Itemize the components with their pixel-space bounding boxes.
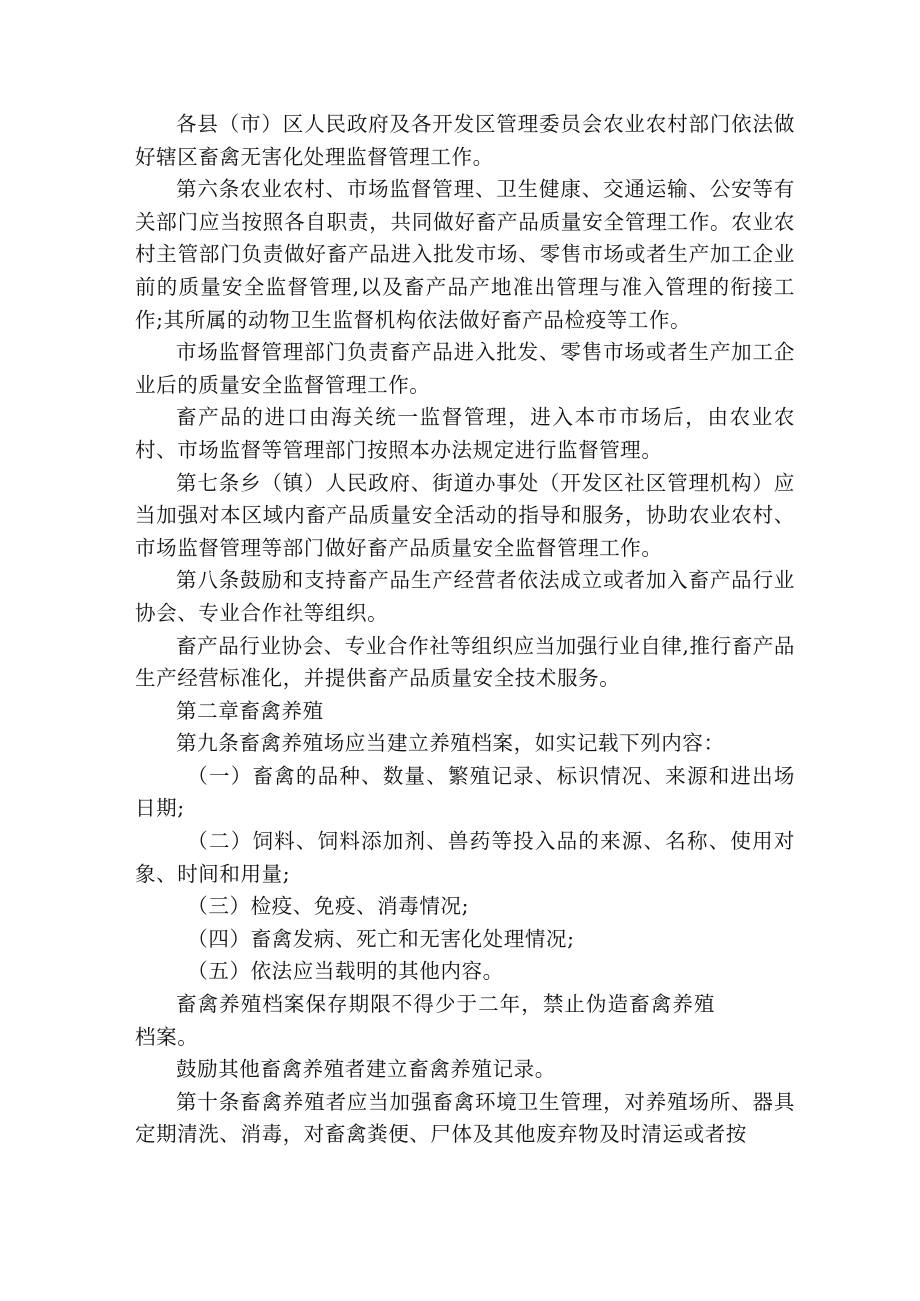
paragraph: 第九条畜禽养殖场应当建立养殖档案，如实记载下列内容：: [176, 731, 725, 756]
paragraph: 第七条乡（镇）人民政府、街道办事处（开发区社区管理机构）应当加强对本区域内畜产品质量安全活动的指导和服务，协助农业农村、市场监督管理等部门做好畜产品质量安全监督管理工作。: [135, 470, 795, 560]
chapter-heading: 第二章畜禽养殖: [176, 698, 324, 723]
paragraph: 畜禽养殖档案保存期限不得少于二年，禁止伪造畜禽养殖档案。: [135, 992, 715, 1049]
paragraph: 各县（市）区人民政府及各开发区管理委员会农业农村部门依法做好辖区畜禽无害化处理监督管理工作。: [135, 112, 795, 169]
paragraph: 第六条农业农村、市场监督管理、卫生健康、交通运输、公安等有关部门应当按照各自职责，共同做好畜产品质量安全管理工作。农业农村主管部门负责做好畜产品进入批发市场、零售市场或者生产加工企业前的质量安全监督管理,以及畜产品产地准出管理与准入管理的衔接工作;其所属的动物卫生监督机构依法做好畜产品检疫等工作。: [135, 177, 795, 332]
paragraph: 第八条鼓励和支持畜产品生产经营者依法成立或者加入畜产品行业协会、专业合作社等组织。: [135, 568, 795, 625]
paragraph: 畜产品行业协会、专业合作社等组织应当加强行业自律,推行畜产品生产经营标准化，并提供畜产品质量安全技术服务。: [135, 633, 796, 691]
paragraph: 市场监督管理部门负责畜产品进入批发、零售市场或者生产加工企业后的质量安全监督管理工作。: [135, 340, 795, 397]
list-item: （五）依法应当载明的其他内容。: [187, 959, 504, 984]
list-item: （一）畜禽的品种、数量、繁殖记录、标识情况、来源和进出场日期;: [135, 763, 795, 821]
paragraph: 畜产品的进口由海关统一监督管理，进入本市市场后，由农业农村、市场监督等管理部门按照本办法规定进行监督管理。: [135, 405, 795, 462]
paragraph: 第十条畜禽养殖者应当加强畜禽环境卫生管理，对养殖场所、器具定期清洗、消毒，对畜禽粪便、尸体及其他废弃物及时清运或者按: [135, 1089, 795, 1147]
paragraph: 鼓励其他畜禽养殖者建立畜禽养殖记录。: [176, 1057, 556, 1082]
document-body: [135, 108, 795, 1151]
list-item: （二）饲料、饲料添加剂、兽药等投入品的来源、名称、使用对象、时间和用量;: [135, 829, 795, 886]
list-item: （四）畜禽发病、死亡和无害化处理情况;: [187, 926, 575, 951]
list-item: （三）检疫、免疫、消毒情况;: [187, 894, 470, 919]
